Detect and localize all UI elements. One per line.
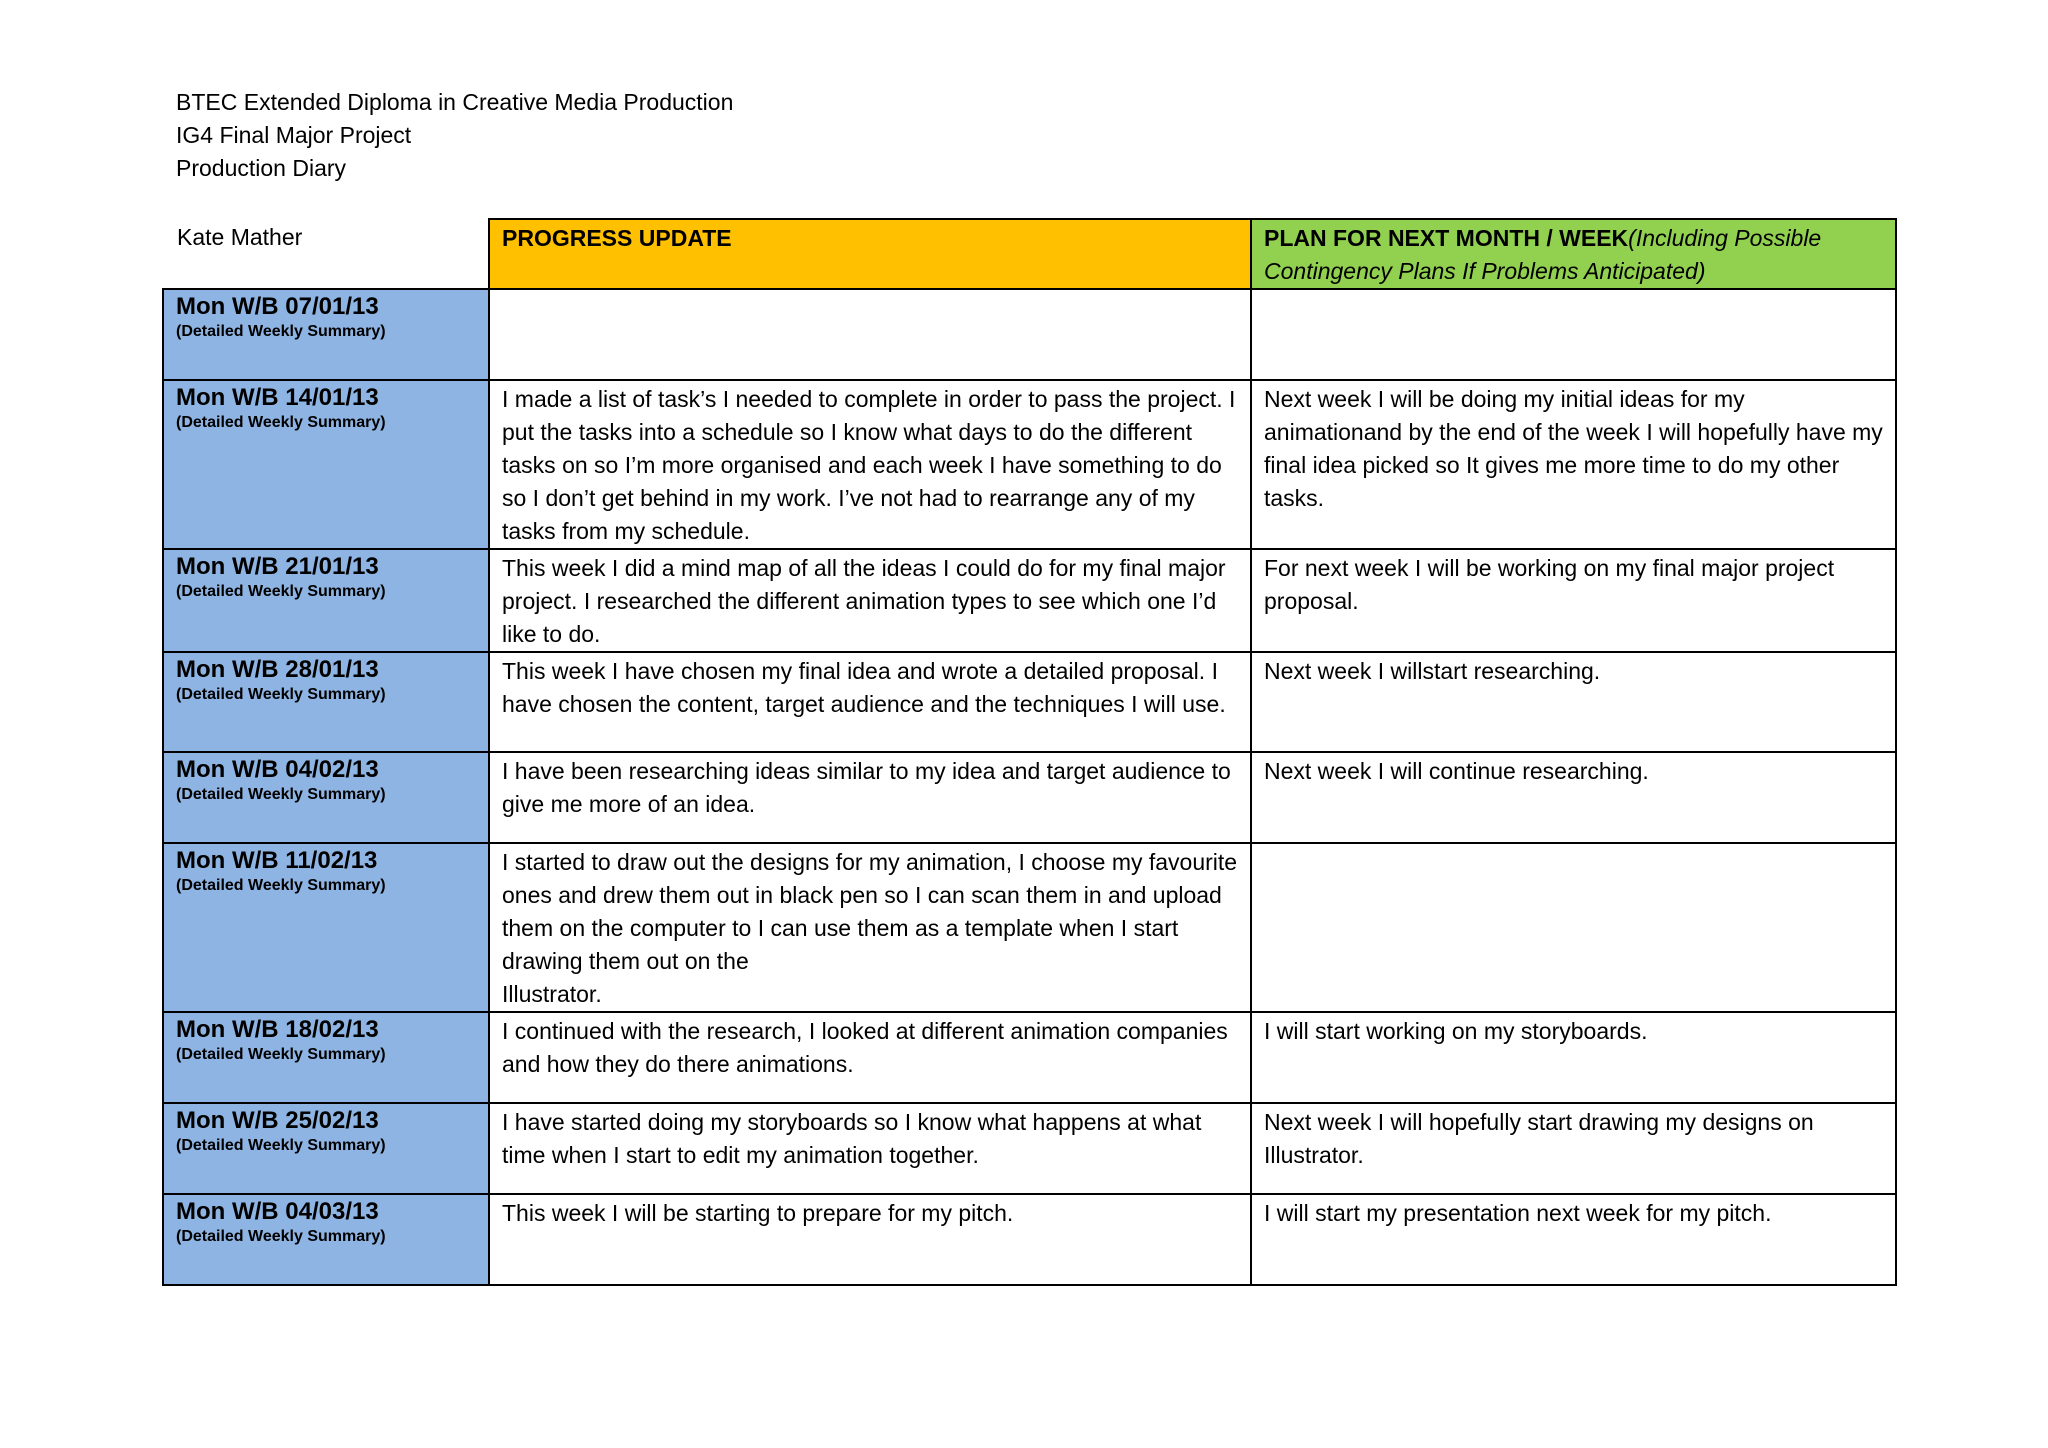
- week-date: Mon W/B 28/01/13: [176, 656, 379, 683]
- table-row: [163, 1103, 1896, 1194]
- plan-header-note: (Including Possible Contingency Plans If Problems Anticipated): [1264, 225, 1822, 284]
- week-date: Mon W/B 18/02/13: [176, 1016, 379, 1043]
- table-row: [163, 380, 1896, 549]
- week-date-cell: [163, 1012, 489, 1103]
- progress-cell: [489, 843, 1251, 1012]
- weekly-summary-label: (Detailed Weekly Summary): [176, 583, 386, 600]
- weekly-summary-label: (Detailed Weekly Summary): [176, 414, 386, 431]
- progress-text-continued: Illustrator.: [502, 981, 602, 1007]
- project-title: IG4 Final Major Project: [176, 122, 412, 148]
- plan-cell: For next week I will be working on my final major project proposal.: [1251, 549, 1896, 652]
- week-date: Mon W/B 04/02/13: [176, 756, 379, 783]
- week-date-cell: [163, 289, 489, 380]
- week-date: Mon W/B 14/01/13: [176, 384, 379, 411]
- week-date-cell: [163, 549, 489, 652]
- diary-title: Production Diary: [176, 155, 347, 181]
- table-header-row: [163, 219, 1896, 289]
- document-header: [176, 86, 733, 185]
- plan-cell: I will start working on my storyboards.: [1251, 1012, 1896, 1103]
- table-row: [163, 289, 1896, 380]
- week-date: Mon W/B 11/02/13: [176, 847, 378, 874]
- plan-cell: Next week I will continue researching.: [1251, 752, 1896, 843]
- week-date-cell: [163, 843, 489, 1012]
- table-row: [163, 843, 1896, 1012]
- progress-update-header: PROGRESS UPDATE: [489, 219, 1251, 289]
- progress-text: I started to draw out the designs for my animation, I choose my favourite ones and drew them out in black pen so I can scan them in and upload them on the computer to I can use them as a template when I start drawing them out on the: [502, 849, 1238, 974]
- table-row: [163, 652, 1896, 752]
- progress-cell: I made a list of task’s I needed to complete in order to pass the project. I put the tasks into a schedule so I know what days to do the different tasks on so I’m more organised and each week I have something to do so I don’t get behind in my work. I’ve not had to rearrange any of my tasks from my schedule.: [489, 380, 1251, 549]
- week-date-cell: [163, 752, 489, 843]
- week-date-cell: [163, 380, 489, 549]
- plan-cell: [1251, 289, 1896, 380]
- week-date: Mon W/B 04/03/13: [176, 1198, 379, 1225]
- progress-cell: This week I will be starting to prepare for my pitch.: [489, 1194, 1251, 1285]
- plan-cell: Next week I willstart researching.: [1251, 652, 1896, 752]
- production-diary-table: [162, 218, 1897, 1286]
- week-date: Mon W/B 25/02/13: [176, 1107, 379, 1134]
- week-date-cell: [163, 1194, 489, 1285]
- week-date: Mon W/B 21/01/13: [176, 553, 379, 580]
- progress-cell: This week I have chosen my final idea and wrote a detailed proposal. I have chosen the content, target audience and the techniques I will use.: [489, 652, 1251, 752]
- course-title: BTEC Extended Diploma in Creative Media Production: [176, 89, 734, 115]
- week-date-cell: [163, 652, 489, 752]
- progress-cell: I have been researching ideas similar to my idea and target audience to give me more of an idea.: [489, 752, 1251, 843]
- weekly-summary-label: (Detailed Weekly Summary): [176, 1046, 386, 1063]
- weekly-summary-label: (Detailed Weekly Summary): [176, 323, 386, 340]
- table-row: [163, 549, 1896, 652]
- week-date: Mon W/B 07/01/13: [176, 293, 379, 320]
- table-row: [163, 752, 1896, 843]
- table-row: [163, 1012, 1896, 1103]
- weekly-summary-label: (Detailed Weekly Summary): [176, 877, 386, 894]
- plan-cell: I will start my presentation next week for my pitch.: [1251, 1194, 1896, 1285]
- weekly-summary-label: (Detailed Weekly Summary): [176, 1137, 386, 1154]
- plan-header: [1251, 219, 1896, 289]
- progress-cell: I continued with the research, I looked at different animation companies and how they do there animations.: [489, 1012, 1251, 1103]
- weekly-summary-label: (Detailed Weekly Summary): [176, 786, 386, 803]
- progress-cell: This week I did a mind map of all the ideas I could do for my final major project. I researched the different animation types to see which one I’d like to do.: [489, 549, 1251, 652]
- week-date-cell: [163, 1103, 489, 1194]
- progress-cell: I have started doing my storyboards so I know what happens at what time when I start to edit my animation together.: [489, 1103, 1251, 1194]
- weekly-summary-label: (Detailed Weekly Summary): [176, 686, 386, 703]
- student-name: Kate Mather: [177, 224, 303, 250]
- plan-cell: Next week I will hopefully start drawing my designs on Illustrator.: [1251, 1103, 1896, 1194]
- table-row: [163, 1194, 1896, 1285]
- progress-cell: [489, 289, 1251, 380]
- plan-header-title: PLAN FOR NEXT MONTH / WEEK: [1264, 225, 1629, 251]
- plan-cell: [1251, 843, 1896, 1012]
- plan-cell: Next week I will be doing my initial ideas for my animationand by the end of the week I will hopefully have my final idea picked so It gives me more time to do my other tasks.: [1251, 380, 1896, 549]
- weekly-summary-label: (Detailed Weekly Summary): [176, 1228, 386, 1245]
